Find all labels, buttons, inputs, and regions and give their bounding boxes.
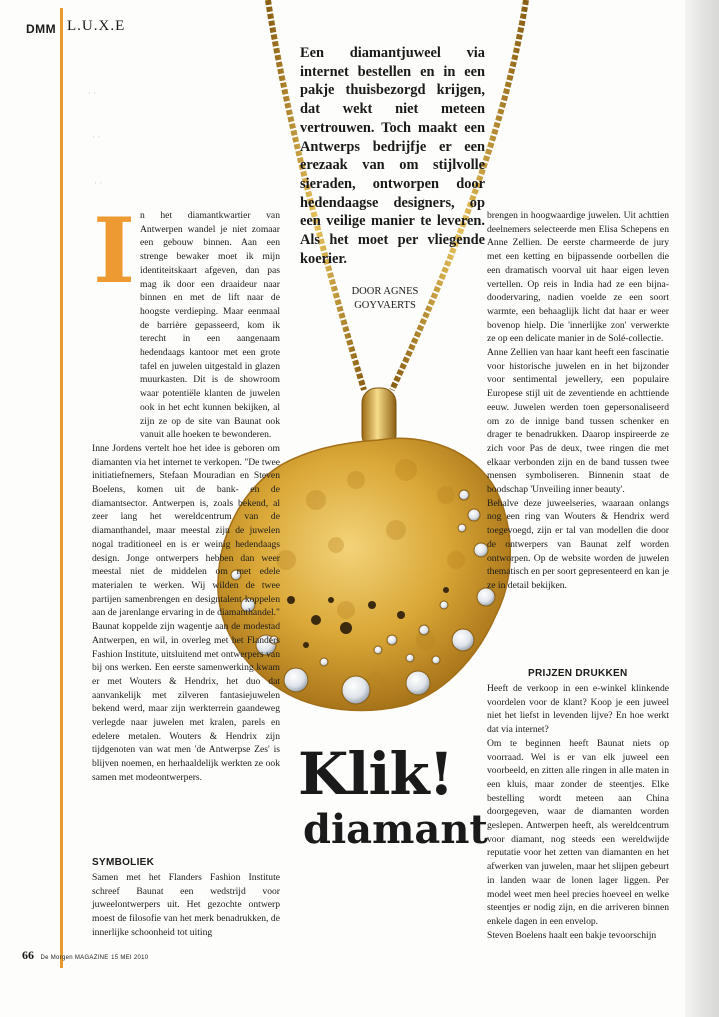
headline-klik: Klik! bbox=[298, 740, 454, 808]
issue-date: 15 MEI 2010 bbox=[111, 955, 149, 961]
paragraph: Anne Zellien van haar kant heeft een fascinatie voor historische juwelen en in het bijzonder voor sentimental jewellery, een populaire Europese stijl uit de zeventiende en achttiende eeuw. Juwelen werden toen gepersonaliseerd om zo de innige band tussen schenker en drager te benadrukken. Daarop inspireerde ze zich voor Pas de deux, twee ringen die met elkaar verbonden zijn en de band tussen twee mensen symboliseren. Binnenin staat de boodschap 'Unveiling inner beauty'. bbox=[487, 347, 669, 496]
headline-diamant: diamant bbox=[303, 806, 488, 853]
paragraph: Inne Jordens vertelt hoe het idee is geboren om diamanten via het internet te verkopen. "De twee initiatiefnemers, Stefaan Mouradian en Steven Boelens, komen uit de bank- en de diamantsector. Antwerpen is, zoals bekend, al zeer lang het wereldcentrum van de diamanthandel, maar meestal zijn de juwelen nogal traditioneel en is er weinig hedendaags design. Jonge ontwerpers hebben dan weer meestal niet de middelen om met edele materialen te werken. Wij wilden de twee partijen samenbrengen en designtalent koppelen aan de jarenlange ervaring in de diamanthandel." bbox=[92, 442, 280, 619]
paragraph: n het diamantkwartier van Antwerpen wandel je niet zomaar een gebouw binnen. Aan een strenge bewaker moet ik mijn identiteitskaart afgeven, dan pas mag ik door een draaideur naar binnen en met de lift naar de hoogste verdieping. Maar eenmaal de barrière gepasseerd, kom ik terecht in een aangenaam hedendaags kantoor met een grote tafel en juwelen uitgestald in glazen muurkasten. Dit is de showroom waar potentiële klanten de juwelen ook in het echt kunnen bekijken, al zijn ze op de site van Baunat ook vanuit alle hoeken te bewonderen. bbox=[140, 210, 280, 441]
right-column bbox=[487, 209, 669, 593]
paragraph: Heeft de verkoop in een e-winkel klinkende voordelen voor de klant? Koop je een juweel niet het liefst in levenden lijve? En hoe werkt dat via internet? bbox=[487, 683, 669, 736]
byline bbox=[340, 285, 430, 313]
brand-logo: DMM bbox=[26, 22, 57, 36]
paragraph: Behalve deze juweelseries, waaraan onlangs nog een ring van Wouters & Hendrix werd toegevoegd, zijn er tal van modellen die door de ontwerpers van Baunat zelf worden ontworpen. Op de website worden de juwelen thematisch en per soort gepresenteerd en kan je ze in detail bekijken. bbox=[487, 497, 669, 591]
paragraph: Baunat koppelde zijn wagentje aan de modestad Antwerpen, en wil, in overleg met het Flanders Fashion Institute, uitsluitend met ontwerpers van bij ons werken. Een eerste samenwerking kwam er met Wouters & Hendrix, het duo dat aanvankelijk met zilveren fantasiejuwelen bekend werd, maar zijn werkterrein gaandeweg verlegde naar juwelen met kralen, parels en edelere metalen. Wouters & Hendrix zijn tijdgenoten van wat men 'de Antwerpse Zes' is blijven noemen, en herhaaldelijk werkten ze ook samen met modeontwerpers. bbox=[92, 621, 280, 783]
paragraph: Samen met het Flanders Fashion Institute schreef Baunat een wedstrijd voor juweelontwerpers uit. Het gezochte ontwerp moest de filosofie van het merk benadrukken, de innerlijke schoonheid tot uiting bbox=[92, 872, 280, 938]
accent-rule bbox=[60, 8, 63, 968]
scan-speck: · · bbox=[88, 88, 97, 98]
left-column-tail bbox=[92, 871, 280, 940]
subhead-symboliek: SYMBOLIEK bbox=[92, 857, 155, 868]
page-edge-shadow bbox=[685, 0, 719, 1017]
lead-paragraph: Een diamantjuweel via internet bestellen en in een pakje thuisbezorgd krijgen, dat wekt niet meteen vertrouwen. Toch maakt een Antwerps bedrijfje er een erezaak van om stijlvolle sieraden, ontworpen door hedendaagse designers, op een veilige manier te leveren. Als het moet per vliegende koerier. bbox=[300, 45, 485, 267]
byline-line: DOOR AGNES bbox=[351, 286, 419, 297]
scan-speck: · · bbox=[92, 132, 101, 142]
paragraph: Steven Boelens haalt een bakje tevoorschijn bbox=[487, 929, 657, 941]
section-name: L.U.X.E bbox=[67, 18, 126, 34]
drop-cap: I bbox=[92, 198, 136, 304]
scan-speck: · · bbox=[94, 178, 103, 188]
byline-line: GOYVAERTS bbox=[354, 300, 416, 312]
left-column bbox=[92, 198, 280, 785]
magazine-name: De Morgen MAGAZINE bbox=[40, 955, 109, 961]
page-number: 66 bbox=[22, 948, 34, 962]
page-footer bbox=[22, 948, 148, 963]
paragraph: Om te beginnen heeft Baunat niets op voorraad. Wel is er van elk juweel een voorbeeld, en zitten alle ringen in alle maten in een kluis, maar zonder de steentjes. Elke bestelling wordt meteen aan China doorgegeven, waar de diamanten worden geslepen. Antwerpen heeft, als wereldcentrum voor diamant, nog steeds een wereldwijde reputatie voor het zetten van diamanten en het afwerken van juwelen, maar het slijpen gebeurt in landen waar de lonen lager liggen. Per model weet men heel precies hoeveel en welke steentjes er nodig zijn, en die arriveren binnen enkele dagen in een envelop. bbox=[487, 737, 669, 927]
paragraph: brengen in hoogwaardige juwelen. Uit achttien deelnemers selecteerde men Elisa Schepens en Anne Zellien. De eerste charmeerde de jury met een ketting en bijpassende oorbellen die een dramatisch voorval uit haar eigen leven vertellen. Op reis in India had ze een bijna-doodervaring, nadien voelde ze een soort warmte, een behaaglijk licht dat haar er weer bovenop hielp. Die 'innerlijke zon' verwerkte ze op een delicate manier in de Solé-collectie. bbox=[487, 210, 669, 345]
subhead-prijzen-drukken: PRIJZEN DRUKKEN bbox=[528, 668, 628, 679]
right-column-tail bbox=[487, 682, 669, 942]
